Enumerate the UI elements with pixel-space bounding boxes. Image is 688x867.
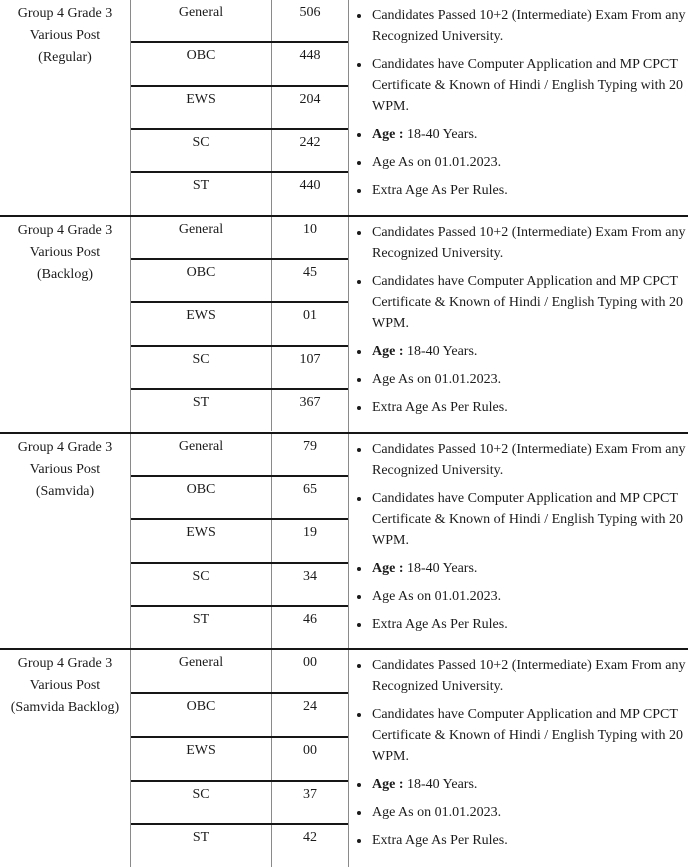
eligibility-item bbox=[371, 341, 686, 362]
vacancy-count: 107 bbox=[299, 351, 321, 367]
category-row bbox=[131, 650, 348, 692]
category-row bbox=[131, 475, 348, 518]
eligibility-item bbox=[371, 558, 686, 579]
category-label: General bbox=[131, 650, 272, 692]
post-title-line: (Backlog) bbox=[37, 266, 93, 282]
category-row bbox=[131, 434, 348, 475]
category-row bbox=[131, 41, 348, 84]
vacancy-count: 01 bbox=[303, 308, 317, 324]
post-title-line: Group 4 Grade 3 bbox=[17, 222, 113, 238]
post-title-line: Various Post bbox=[29, 461, 101, 477]
eligibility-item bbox=[371, 586, 686, 607]
category-label: EWS bbox=[131, 738, 272, 780]
bullet-text: Extra Age As Per Rules. bbox=[372, 183, 508, 198]
bullet-text: 18-40 Years. bbox=[403, 343, 478, 359]
eligibility-item bbox=[371, 655, 686, 697]
category-subtable bbox=[130, 0, 349, 215]
category-label: EWS bbox=[131, 87, 272, 128]
post-group-row-samvida-backlog bbox=[0, 650, 688, 867]
category-label: SC bbox=[131, 782, 272, 824]
post-group-row-backlog bbox=[0, 217, 688, 434]
bullet-text: Candidates Passed 10+2 (Intermediate) Exam From any Recognized University. bbox=[372, 8, 686, 44]
category-subtable bbox=[130, 217, 349, 432]
post-title-line: (Regular) bbox=[38, 50, 92, 65]
eligibility-cell bbox=[349, 0, 688, 215]
eligibility-list bbox=[349, 0, 688, 201]
bullet-text: Extra Age As Per Rules. bbox=[372, 833, 508, 849]
bullet-text: Candidates Passed 10+2 (Intermediate) Exam From any Recognized University. bbox=[372, 224, 686, 261]
bullet-bold-label: Age : bbox=[372, 127, 404, 142]
category-label: SC bbox=[131, 564, 272, 605]
vacancy-count: 242 bbox=[299, 135, 321, 151]
post-title-line: Group 4 Grade 3 bbox=[17, 656, 113, 672]
category-label: ST bbox=[131, 607, 272, 648]
category-label: SC bbox=[131, 347, 272, 388]
bullet-text: 18-40 Years. bbox=[403, 560, 478, 576]
post-title-line: (Samvida Backlog) bbox=[10, 700, 120, 716]
bullet-text: Candidates have Computer Application and MP CPCT Certificate & Known of Hindi / English Typing with 20 WPM. bbox=[372, 273, 684, 331]
bullet-text: 18-40 Years. bbox=[403, 777, 478, 793]
vacancy-count: 37 bbox=[303, 786, 317, 802]
vacancy-count: 79 bbox=[303, 438, 317, 454]
bullet-text: Age As on 01.01.2023. bbox=[372, 805, 502, 821]
post-group-row-regular bbox=[0, 0, 688, 217]
eligibility-item bbox=[371, 222, 686, 264]
vacancy-count: 440 bbox=[299, 178, 321, 194]
eligibility-item bbox=[371, 5, 686, 47]
category-label: OBC bbox=[131, 477, 272, 518]
category-label: ST bbox=[131, 173, 272, 214]
category-label: General bbox=[131, 0, 272, 41]
vacancy-count: 45 bbox=[303, 265, 317, 281]
bullet-bold-label: Age : bbox=[372, 777, 404, 793]
vacancy-count: 19 bbox=[303, 525, 317, 541]
bullet-bold-label: Age : bbox=[372, 560, 404, 576]
category-row bbox=[131, 736, 348, 780]
eligibility-item bbox=[371, 180, 686, 201]
eligibility-list bbox=[349, 650, 688, 851]
category-row bbox=[131, 562, 348, 605]
vacancy-count: 10 bbox=[303, 221, 317, 237]
eligibility-item bbox=[371, 369, 686, 390]
eligibility-item bbox=[371, 802, 686, 823]
eligibility-item bbox=[371, 271, 686, 334]
category-row bbox=[131, 301, 348, 344]
post-title-line: Various Post bbox=[29, 28, 101, 43]
post-title-cell bbox=[0, 650, 130, 867]
category-label: ST bbox=[131, 825, 272, 867]
bullet-text: Candidates Passed 10+2 (Intermediate) Exam From any Recognized University. bbox=[372, 658, 686, 695]
eligibility-item bbox=[371, 152, 686, 173]
vacancy-count: 00 bbox=[303, 655, 317, 671]
category-row bbox=[131, 128, 348, 171]
category-label: OBC bbox=[131, 43, 272, 84]
eligibility-list bbox=[349, 217, 688, 418]
vacancy-count: 42 bbox=[303, 830, 317, 846]
post-title-line: Various Post bbox=[29, 244, 101, 260]
eligibility-cell bbox=[349, 217, 688, 432]
category-row bbox=[131, 85, 348, 128]
bullet-text: Age As on 01.01.2023. bbox=[372, 588, 502, 604]
bullet-text: Extra Age As Per Rules. bbox=[372, 616, 508, 632]
vacancy-count: 00 bbox=[303, 742, 317, 758]
category-row bbox=[131, 388, 348, 431]
bullet-text: Candidates have Computer Application and MP CPCT Certificate & Known of Hindi / English Typing with 20 WPM. bbox=[372, 490, 684, 548]
post-title-line: Group 4 Grade 3 bbox=[17, 6, 113, 21]
vacancy-count: 506 bbox=[299, 5, 321, 20]
post-title-cell bbox=[0, 434, 130, 649]
vacancy-count: 65 bbox=[303, 481, 317, 497]
category-row bbox=[131, 518, 348, 561]
bullet-bold-label: Age : bbox=[372, 343, 404, 359]
bullet-text: 18-40 Years. bbox=[403, 127, 478, 142]
post-group-row-samvida bbox=[0, 434, 688, 651]
eligibility-item bbox=[371, 124, 686, 145]
category-row bbox=[131, 692, 348, 736]
bullet-text: Age As on 01.01.2023. bbox=[372, 155, 502, 170]
category-label: ST bbox=[131, 390, 272, 431]
category-label: General bbox=[131, 434, 272, 475]
vacancy-count: 204 bbox=[299, 91, 321, 107]
eligibility-item bbox=[371, 488, 686, 551]
category-label: EWS bbox=[131, 303, 272, 344]
category-row bbox=[131, 171, 348, 214]
category-row bbox=[131, 780, 348, 824]
eligibility-cell bbox=[349, 650, 688, 867]
category-label: EWS bbox=[131, 520, 272, 561]
post-title-line: Group 4 Grade 3 bbox=[17, 439, 113, 455]
category-row bbox=[131, 605, 348, 648]
vacancy-count: 24 bbox=[303, 699, 317, 714]
bullet-text: Candidates have Computer Application and MP CPCT Certificate & Known of Hindi / English Typing with 20 WPM. bbox=[372, 57, 684, 114]
eligibility-item bbox=[371, 439, 686, 481]
post-title-cell bbox=[0, 217, 130, 432]
category-row bbox=[131, 217, 348, 258]
post-title-cell bbox=[0, 0, 130, 215]
category-row bbox=[131, 0, 348, 41]
category-subtable bbox=[130, 434, 349, 649]
bullet-text: Age As on 01.01.2023. bbox=[372, 371, 502, 387]
bullet-text: Candidates have Computer Application and MP CPCT Certificate & Known of Hindi / English Typing with 20 WPM. bbox=[372, 707, 684, 765]
eligibility-cell bbox=[349, 434, 688, 649]
vacancy-count: 46 bbox=[303, 611, 317, 627]
category-label: OBC bbox=[131, 694, 272, 736]
category-subtable bbox=[130, 650, 349, 867]
post-title-line: (Samvida) bbox=[35, 483, 95, 499]
category-row bbox=[131, 345, 348, 388]
vacancy-count: 34 bbox=[303, 568, 317, 584]
vacancy-count: 367 bbox=[299, 395, 321, 411]
eligibility-item bbox=[371, 704, 686, 767]
eligibility-item bbox=[371, 614, 686, 635]
bullet-text: Extra Age As Per Rules. bbox=[372, 399, 508, 415]
category-label: General bbox=[131, 217, 272, 258]
category-row bbox=[131, 823, 348, 867]
vacancy-count: 448 bbox=[299, 48, 321, 64]
eligibility-item bbox=[371, 830, 686, 851]
post-title-line: Various Post bbox=[29, 678, 101, 694]
eligibility-list bbox=[349, 434, 688, 635]
category-row bbox=[131, 258, 348, 301]
bullet-text: Candidates Passed 10+2 (Intermediate) Exam From any Recognized University. bbox=[372, 441, 686, 478]
eligibility-item bbox=[371, 54, 686, 117]
category-label: OBC bbox=[131, 260, 272, 301]
eligibility-item bbox=[371, 774, 686, 795]
eligibility-item bbox=[371, 397, 686, 418]
category-label: SC bbox=[131, 130, 272, 171]
